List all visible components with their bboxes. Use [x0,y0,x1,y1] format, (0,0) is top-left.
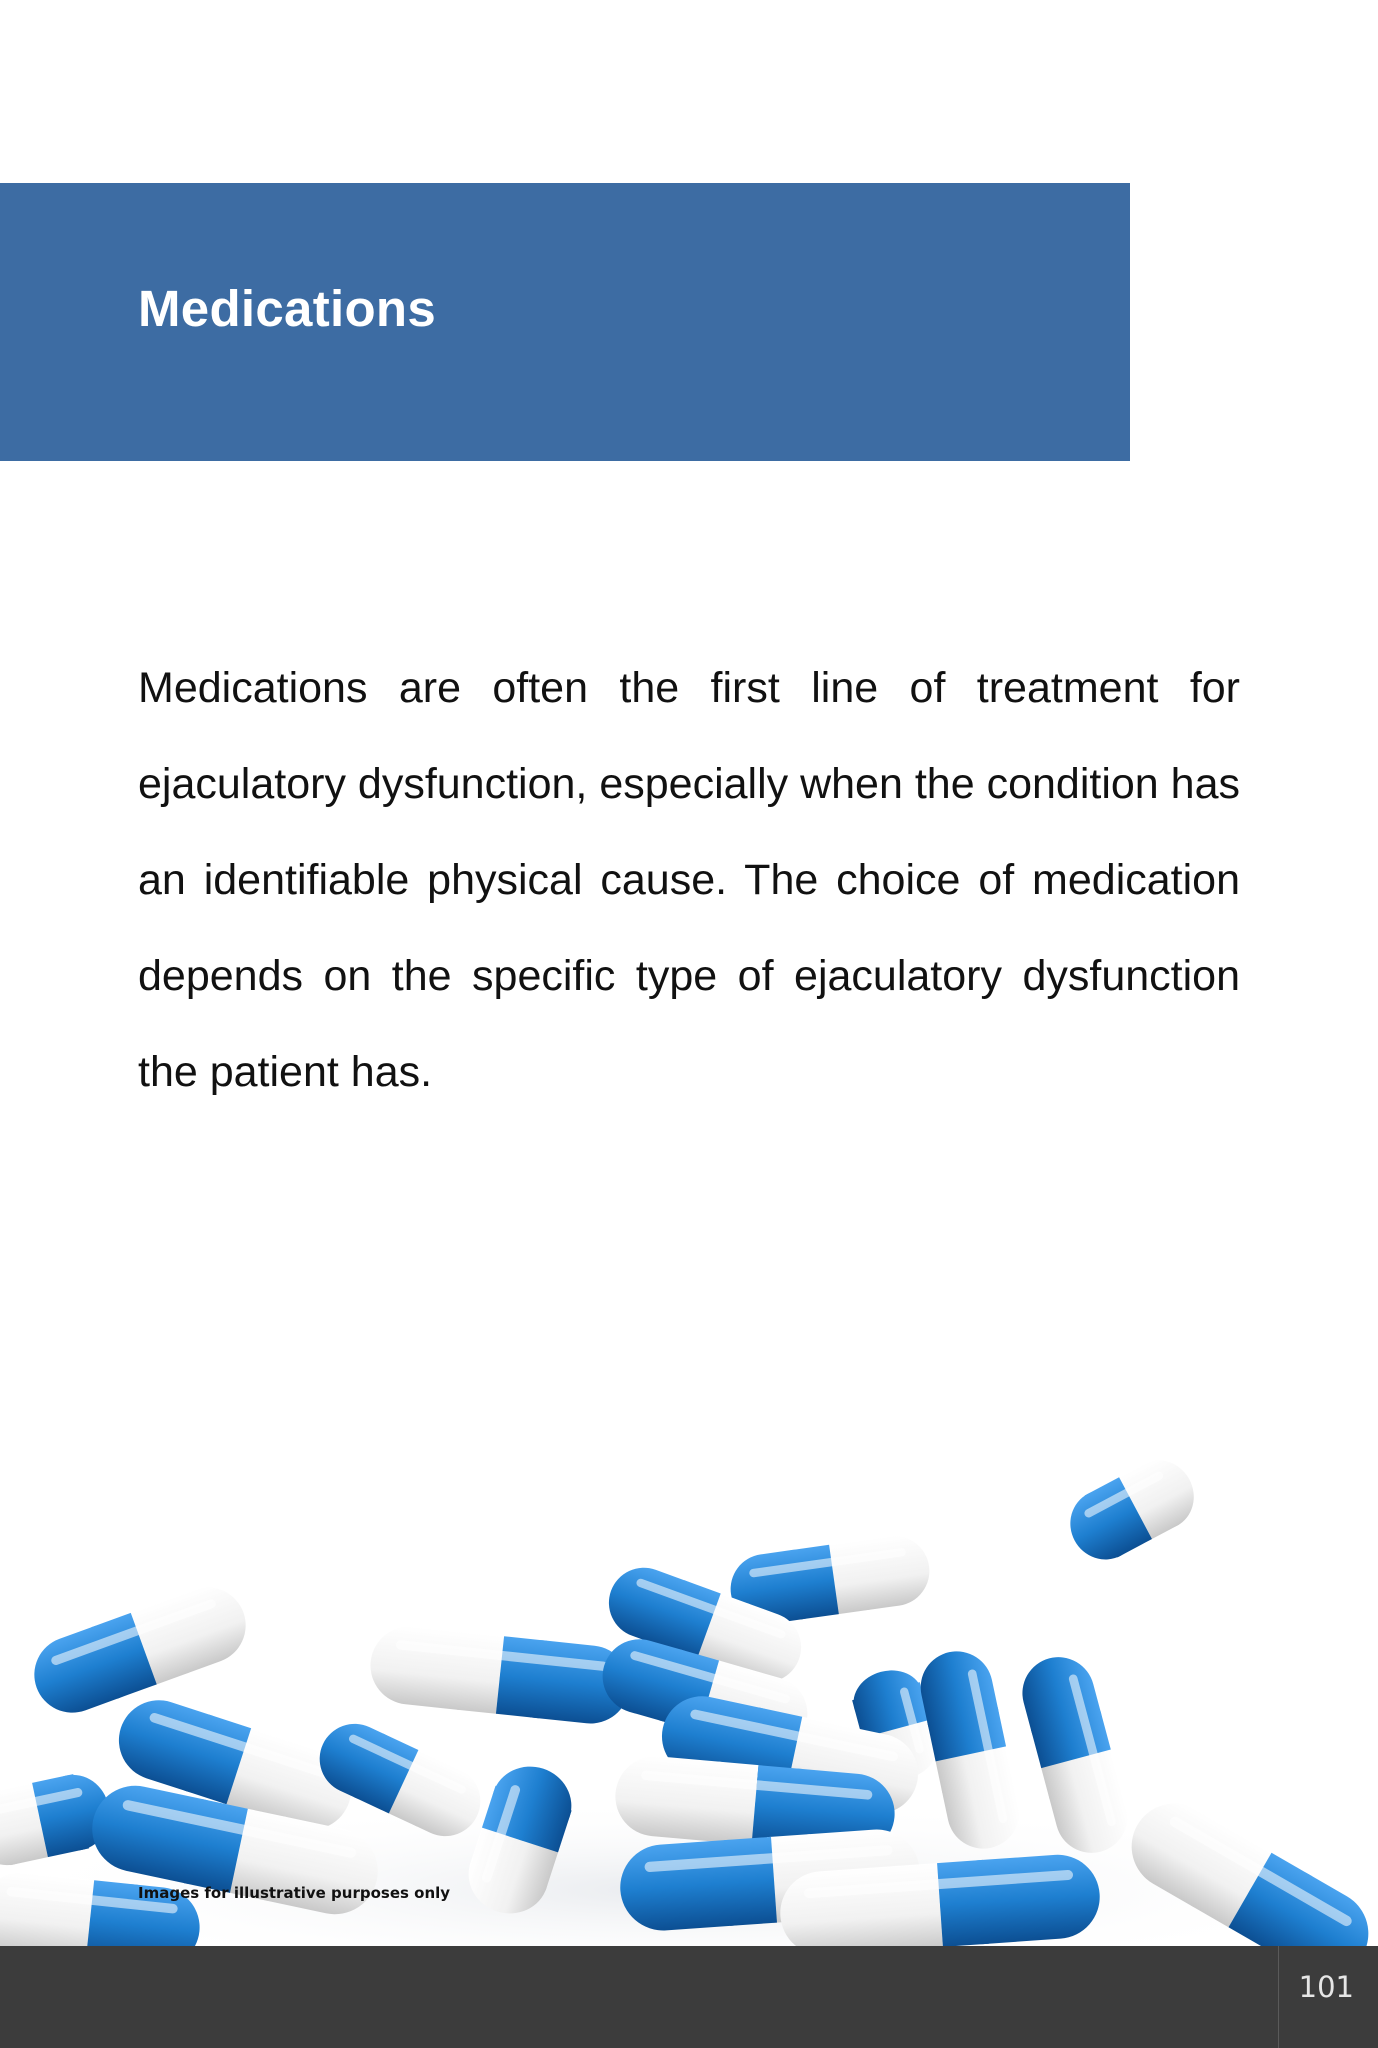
footer-divider [1278,1946,1279,2048]
image-caption: Images for illustrative purposes only [138,1884,451,1902]
body-paragraph: Medications are often the first line of treatment for ejaculatory dysfunction, especially when the condition has an identifiable physical cause. The choice of medication depends on the specific type of ejaculatory dysfunction the patient has. [138,664,1240,1096]
capsule [1058,1449,1206,1572]
page-title: Medications [138,280,437,337]
page-footer [0,1946,1378,2048]
capsules-image [0,1420,1378,1946]
capsule [367,1623,634,1728]
section-title-banner [0,183,1130,461]
page-number: 101 [1298,1970,1354,2004]
capsule [24,1577,257,1724]
